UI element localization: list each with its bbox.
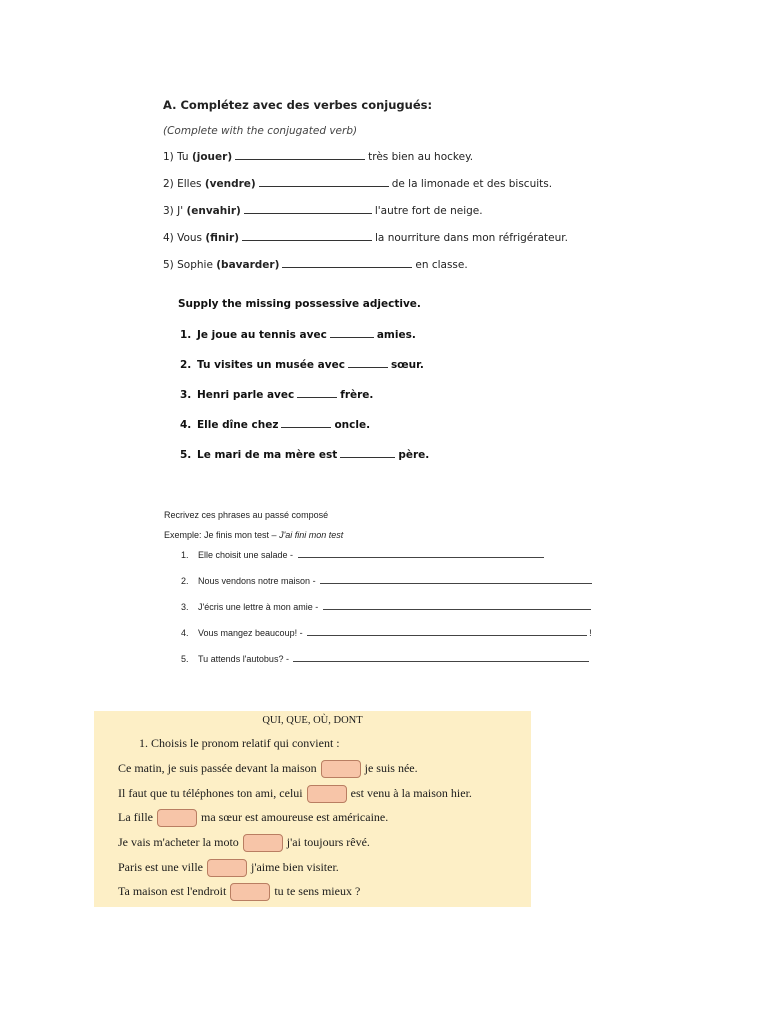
- answer-box[interactable]: [230, 883, 270, 901]
- answer-blank[interactable]: [235, 148, 365, 160]
- answer-blank[interactable]: [348, 356, 388, 368]
- section-a-title: A. Complétez avec des verbes conjugués:: [163, 98, 433, 112]
- answer-box[interactable]: [307, 785, 347, 803]
- exercise-item: 1) Tu (jouer) très bien au hockey.: [163, 148, 473, 164]
- answer-box[interactable]: [321, 760, 361, 778]
- answer-blank[interactable]: [259, 175, 389, 187]
- answer-blank[interactable]: [293, 653, 589, 662]
- exercise-item: 5. Le mari de ma mère est père.: [180, 446, 429, 462]
- exercise-item: 3. J'écris une lettre à mon amie -: [181, 601, 593, 614]
- section-d-panel: [94, 711, 531, 907]
- exercise-item: Je vais m'acheter la moto j'ai toujours rêvé.: [118, 832, 370, 852]
- section-d-instruction: 1. Choisis le pronom relatif qui convient :: [139, 736, 340, 750]
- section-a: [163, 96, 623, 271]
- answer-blank[interactable]: [281, 416, 331, 428]
- section-c: [164, 509, 592, 664]
- answer-box[interactable]: [207, 859, 247, 877]
- section-a-subtitle: (Complete with the conjugated verb): [163, 125, 358, 137]
- exercise-item: 5) Sophie (bavarder) en classe.: [163, 256, 468, 272]
- exercise-item: Il faut que tu téléphones ton ami, celui est venu à la maison hier.: [118, 783, 472, 803]
- exercise-item: 2. Tu visites un musée avec sœur.: [180, 356, 424, 372]
- answer-blank[interactable]: [323, 601, 591, 610]
- exercise-item: 5. Tu attends l'autobus? -: [181, 653, 591, 666]
- exercise-item: 1. Je joue au tennis avec amies.: [180, 326, 416, 342]
- answer-blank[interactable]: [298, 549, 544, 558]
- section-c-title: Recrivez ces phrases au passé composé: [164, 510, 329, 520]
- exercise-item: 3. Henri parle avec frère.: [180, 386, 373, 402]
- section-b-title: Supply the missing possessive adjective.: [178, 298, 421, 310]
- answer-blank[interactable]: [297, 386, 337, 398]
- answer-blank[interactable]: [282, 256, 412, 268]
- answer-blank[interactable]: [320, 575, 592, 584]
- section-d-title: QUI, QUE, OÙ, DONT: [262, 715, 363, 726]
- exercise-item: 2) Elles (vendre) de la limonade et des biscuits.: [163, 175, 552, 191]
- exercise-item: 1. Elle choisit une salade -: [181, 549, 546, 562]
- exercise-item: Ta maison est l'endroit tu te sens mieux ?: [118, 881, 360, 901]
- answer-blank[interactable]: [330, 326, 374, 338]
- exercise-item: Paris est une ville j'aime bien visiter.: [118, 857, 339, 877]
- example-line: Exemple: Je finis mon test – J'ai fini mon test: [164, 530, 344, 540]
- exercise-item: La fille ma sœur est amoureuse est américaine.: [118, 807, 388, 827]
- exercise-item: Ce matin, je suis passée devant la maison je suis née.: [118, 758, 418, 778]
- answer-blank[interactable]: [340, 446, 395, 458]
- answer-blank[interactable]: [307, 627, 587, 636]
- exercise-item: 4) Vous (finir) la nourriture dans mon réfrigérateur.: [163, 229, 568, 245]
- answer-box[interactable]: [243, 834, 283, 852]
- answer-blank[interactable]: [242, 229, 372, 241]
- exercise-item: 3) J' (envahir) l'autre fort de neige.: [163, 202, 483, 218]
- section-b: [178, 296, 430, 461]
- answer-blank[interactable]: [244, 202, 372, 214]
- exercise-item: 4. Elle dîne chez oncle.: [180, 416, 370, 432]
- exercise-item: 4. Vous mangez beaucoup! - !: [181, 628, 592, 638]
- answer-box[interactable]: [157, 809, 197, 827]
- exercise-item: 2. Nous vendons notre maison -: [181, 575, 594, 588]
